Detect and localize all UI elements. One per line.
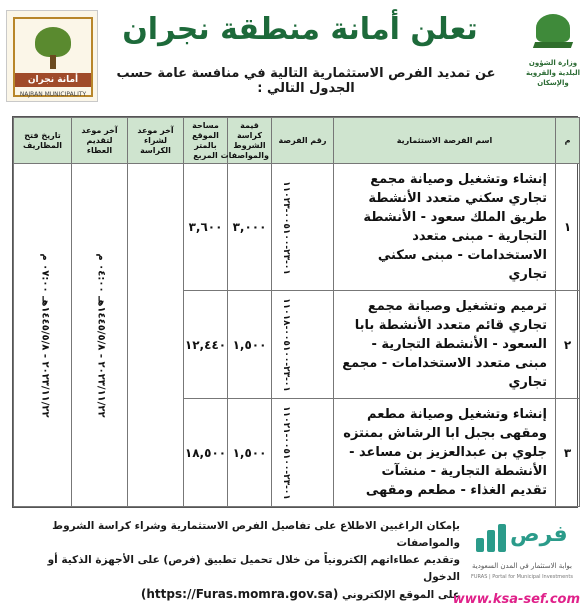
row-area: ١٢,٤٤٠ — [184, 291, 228, 399]
opportunities-table — [12, 116, 578, 508]
row-price: ١,٥٠٠ — [228, 291, 272, 399]
header-buy: آخر موعد لشراء الكراسة — [128, 118, 184, 164]
table-row — [14, 164, 580, 291]
header-ref: رقم الفرصة — [272, 118, 334, 164]
row-submit-text — [39, 253, 50, 417]
ministry-logo — [524, 10, 582, 96]
page-title: تعلن أمانة منطقة نجران — [122, 12, 478, 47]
furas-url-link[interactable]: (https://Furas.momra.gov.sa) — [140, 587, 339, 601]
row-ref — [272, 164, 334, 291]
ministry-logo-text: وزارة الشؤون البلدية والقروية والإسكان — [525, 59, 581, 87]
furas-tagline-en: FURAS | Portal for Municipal Investments — [470, 574, 573, 580]
row-area: ٣,٦٠٠ — [184, 164, 228, 291]
row-buy-text — [95, 253, 106, 417]
logo-subtext: NAJRAN MUNICIPALITY — [19, 91, 87, 98]
footer-line-3 — [8, 586, 460, 604]
footer-line-3-text: على الموقع الإلكتروني — [342, 589, 460, 601]
row-area: ١٨,٥٠٠ — [184, 399, 228, 507]
row-buy — [95, 164, 184, 507]
furas-wordmark: فرص — [510, 522, 568, 547]
row-num: ٣ — [556, 399, 580, 507]
row-desc: ترميم وتشغيل وصيانة مجمع تجاري قائم متعدد الأنشطة بابا السعود - الأنشطة التجارية - مبنى متعدد الاستخدامات - مجمع تجاري — [334, 291, 556, 399]
submit-time: ٠٧:٠٠ م — [39, 252, 51, 293]
palm-tree-icon — [35, 27, 71, 57]
furas-logo[interactable] — [466, 518, 578, 588]
row-price: ١,٥٠٠ — [228, 399, 272, 507]
footer — [0, 512, 588, 609]
swords-icon — [533, 42, 573, 48]
row-price: ٣,٠٠٠ — [228, 164, 272, 291]
row-num: ١ — [556, 164, 580, 291]
watermark: www.ksa-sef.com — [452, 592, 580, 607]
header-desc: اسم الفرصة الاستثمارية — [334, 118, 556, 164]
row-desc: إنشاء وتشغيل وصيانة مجمع تجاري سكني متعدد الأنشطة طريق الملك سعود - الأنشطة التجارية - مبنى متعدد الاستخدامات - مبنى سكني تجاري — [334, 164, 556, 291]
buy-time: ٠٤:٠٠ م — [95, 252, 107, 293]
buy-date: ٢٠٢٣/١١/٢٢ - ١٤٤٥/٥/٨هـ — [95, 295, 107, 418]
header-num: م — [556, 118, 580, 164]
najran-municipality-logo — [6, 10, 98, 102]
row-ref-text: ٠١-٢٣-٠٠٥١٠٠-١١٠٢١ — [281, 406, 292, 500]
header-submit: آخر موعد لتقديم العطاء — [72, 118, 128, 164]
header — [0, 0, 588, 112]
furas-tagline: بوابة الاستثمار في المدن السعودية — [472, 562, 572, 570]
footer-line-1: بإمكان الراغبين الاطلاع على تفاصيل الفرص الاستثمارية وشراء كراسة الشروط والمواصفات — [52, 520, 460, 549]
footer-text — [8, 518, 460, 604]
row-ref — [272, 291, 334, 399]
submit-date: ٢٠٢٣/١١/٢٢ - ١٤٤٥/٥/٨هـ — [39, 295, 51, 418]
row-ref-text: ٠١-٢٣-٠٠٥١٠٠-١١٠١٨ — [281, 298, 292, 393]
furas-mark-icon — [476, 524, 508, 552]
page-subtitle: عن تمديد الفرص الاستثمارية التالية في منافسة عامة حسب الجدول التالي : — [116, 66, 496, 96]
logo-text: أمانة نجران — [15, 73, 91, 87]
row-ref — [272, 399, 334, 507]
footer-line-2: وتقديم عطاءاتهم إلكترونياً من خلال تحميل تطبيق (فرص) على الأجهزة الذكية أو الدخول — [47, 554, 460, 583]
tree-trunk-icon — [50, 55, 56, 69]
row-desc: إنشاء وتشغيل وصيانة مطعم ومقهى بجبل ابا الرشاش بمنتزه جلوي بن عبدالعزيز بن مساعد - الأنشطة التجارية - منشآت تقديم الغذاء - مطعم ومقهى — [334, 399, 556, 507]
header-open: تاريخ فتح المظاريف — [14, 118, 72, 164]
row-ref-text: ٠١-٢٣-٠٠٥١٠٠-١١٠٢٣ — [281, 180, 292, 275]
header-area: مساحة الموقع بالمتر المربع — [184, 118, 228, 164]
table-header-row — [14, 118, 580, 164]
header-price: قيمة كراسة الشروط والمواصفات — [228, 118, 272, 164]
row-num: ٢ — [556, 291, 580, 399]
palm-icon — [536, 14, 570, 42]
